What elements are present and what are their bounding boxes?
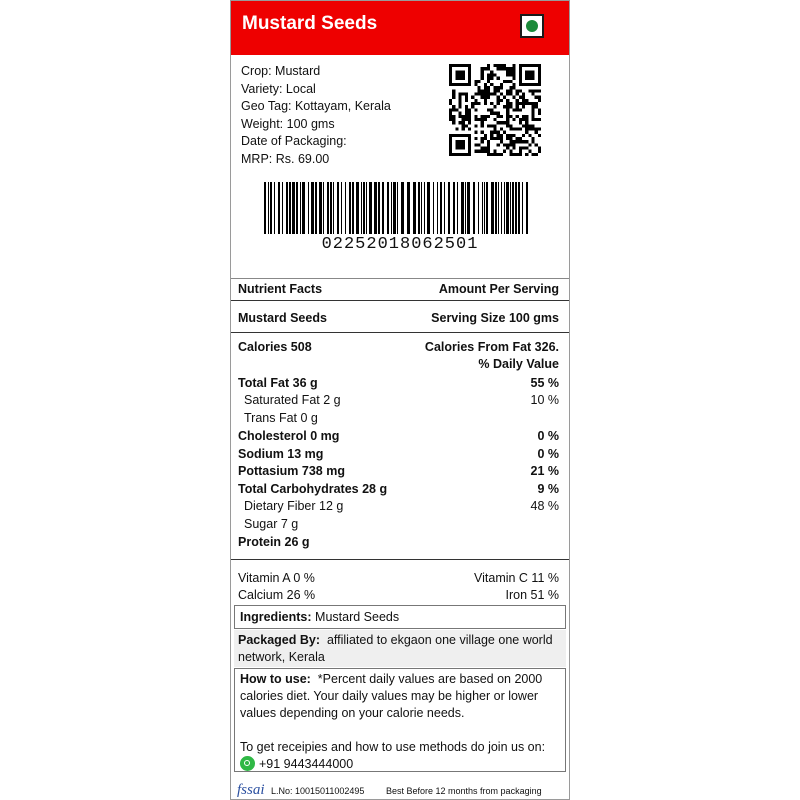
- nutrient-value: 0 %: [537, 429, 559, 443]
- divider: [231, 559, 569, 560]
- divider: [231, 278, 569, 279]
- fssai-license: L.No: 10015011002495: [271, 786, 365, 796]
- nutrient-label: Trans Fat 0 g: [244, 411, 318, 425]
- packaging-date-text: Date of Packaging:: [241, 134, 347, 148]
- whatsapp-icon: [240, 756, 255, 771]
- nutrient-label: Saturated Fat 2 g: [244, 393, 341, 407]
- nutrient-label: Pottasium 738 mg: [238, 464, 345, 478]
- crop-text: Crop: Mustard: [241, 64, 321, 78]
- nutrient-label: Protein 26 g: [238, 535, 310, 549]
- nutrient-label: Sodium 13 mg: [238, 447, 324, 461]
- divider: [231, 300, 569, 301]
- nutrient-value: 55 %: [530, 376, 559, 390]
- nutrient-value: 48 %: [530, 499, 559, 513]
- iron-text: Iron 51 %: [505, 588, 559, 602]
- best-before-text: Best Before 12 months from packaging: [386, 786, 542, 796]
- nutrient-value: 10 %: [530, 393, 559, 407]
- nutrient-label: Total Carbohydrates 28 g: [238, 482, 388, 496]
- nutrient-label: Sugar 7 g: [244, 517, 299, 531]
- nutrient-facts-heading: Nutrient Facts: [238, 282, 323, 296]
- vitamin-c-text: Vitamin C 11 %: [474, 571, 559, 585]
- packaged-by-box: [234, 630, 566, 667]
- ingredients-label: Ingredients:: [240, 610, 312, 624]
- calcium-text: Calcium 26 %: [238, 588, 316, 602]
- product-title: Mustard Seeds: [242, 13, 378, 34]
- label-header: [231, 1, 569, 55]
- label-footer: [231, 781, 569, 800]
- packaged-by-value: affiliated to ekgaon one village one world network, Kerala: [238, 633, 553, 664]
- product-label: [230, 0, 570, 800]
- calories-fat-text: Calories From Fat 326.: [424, 340, 559, 354]
- daily-value-heading: % Daily Value: [478, 357, 559, 371]
- fssai-logo-icon: fssai: [237, 782, 265, 798]
- nutrient-value: 21 %: [530, 464, 559, 478]
- barcode-icon: [264, 182, 534, 234]
- divider: [231, 332, 569, 333]
- nutrient-label: Cholesterol 0 mg: [238, 429, 340, 443]
- calories-text: Calories 508: [238, 340, 312, 354]
- how-to-use-label: How to use:: [240, 672, 311, 686]
- ingredients-value: Mustard Seeds: [315, 610, 400, 624]
- qr-code-icon: [449, 64, 541, 156]
- phone-row: [240, 756, 560, 773]
- amount-per-serving-heading: Amount Per Serving: [438, 282, 559, 296]
- item-name: Mustard Seeds: [238, 311, 327, 325]
- how-to-use-text: *Percent daily values are based on 2000 calories diet. Your daily values may be higher or lower values depending on your calorie needs.: [240, 672, 543, 720]
- nutrient-label: Dietary Fiber 12 g: [244, 499, 344, 513]
- packaged-by-label: Packaged By:: [238, 633, 320, 647]
- variety-text: Variety: Local: [241, 81, 316, 96]
- phone-number: +91 9443444000: [259, 757, 354, 771]
- vitamin-a-text: Vitamin A 0 %: [238, 571, 315, 585]
- how-to-use-box: [234, 668, 566, 772]
- veg-symbol-icon: [520, 14, 544, 38]
- join-text: To get receipies and how to use methods do join us on:: [240, 740, 546, 754]
- barcode-number: 02252018062501: [321, 235, 479, 254]
- nutrient-value: 0 %: [537, 447, 559, 461]
- ingredients-box: [234, 605, 566, 629]
- nutrient-label: Total Fat 36 g: [238, 376, 318, 390]
- serving-size: Serving Size 100 gms: [431, 311, 559, 325]
- geo-tag-text: Geo Tag: Kottayam, Kerala: [241, 99, 391, 113]
- product-info: [241, 63, 391, 168]
- weight-text: Weight: 100 gms: [241, 116, 335, 131]
- mrp-text: MRP: Rs. 69.00: [241, 151, 330, 166]
- nutrient-value: 9 %: [537, 482, 559, 496]
